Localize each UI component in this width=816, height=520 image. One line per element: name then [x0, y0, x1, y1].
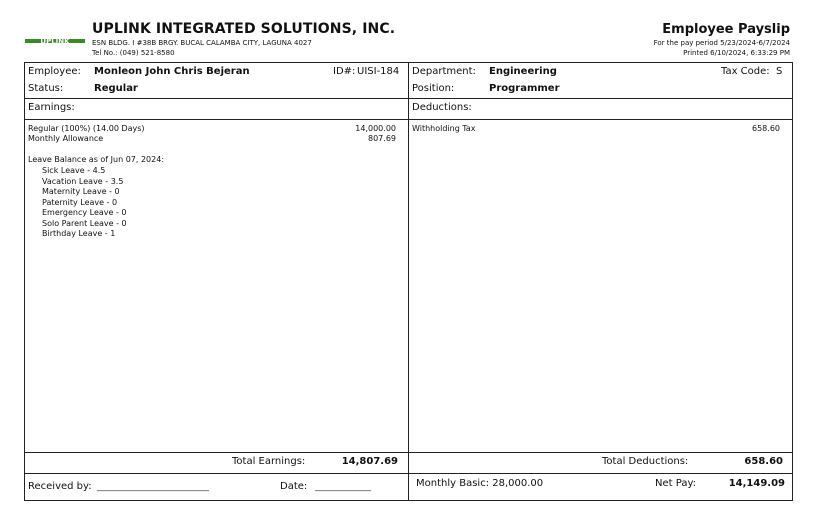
company-name: UPLINK INTEGRATED SOLUTIONS, INC.	[92, 21, 396, 37]
leave-item: Paternity Leave - 0	[42, 197, 118, 207]
tax-code-value: S	[776, 66, 783, 77]
earnings-header: Earnings:	[28, 102, 75, 113]
deduction-item-label: Withholding Tax	[412, 124, 476, 133]
department-value: Engineering	[489, 66, 557, 77]
employee-id-label: ID#:	[333, 66, 356, 77]
printed-timestamp: Printed 6/10/2024, 6:33:29 PM	[683, 49, 790, 57]
received-by-line: ____________________________	[97, 482, 209, 491]
net-pay-value: 14,149.09	[728, 478, 785, 489]
leave-item: Vacation Leave - 3.5	[42, 176, 124, 186]
total-earnings-label: Total Earnings:	[232, 456, 306, 467]
department-label: Department:	[412, 66, 476, 77]
deduction-item-amount: 658.60	[752, 124, 780, 133]
earning-item-amount: 807.69	[368, 134, 396, 143]
status-value: Regular	[94, 83, 138, 94]
date-line: ______________	[315, 482, 371, 491]
position-label: Position:	[412, 83, 455, 94]
deductions-header: Deductions:	[412, 102, 472, 113]
employee-id: UISI-184	[357, 66, 400, 77]
svg-text:UPLINK: UPLINK	[40, 37, 70, 46]
date-label: Date:	[280, 481, 308, 492]
leave-item: Emergency Leave - 0	[42, 208, 127, 217]
leave-balance-title: Leave Balance as of Jun 07, 2024:	[28, 155, 165, 164]
received-by-label: Received by:	[28, 481, 92, 492]
earning-item-label: Regular (100%) (14.00 Days)	[28, 124, 145, 133]
total-deductions-value: 658.60	[744, 456, 783, 467]
leave-item: Sick Leave - 4.5	[42, 166, 106, 175]
company-logo	[25, 36, 85, 46]
position-value: Programmer	[489, 83, 560, 94]
monthly-basic: Monthly Basic: 28,000.00	[416, 478, 544, 489]
status-label: Status:	[28, 83, 64, 94]
total-earnings-value: 14,807.69	[341, 456, 398, 467]
leave-item: Solo Parent Leave - 0	[42, 218, 127, 228]
tax-code-label: Tax Code:	[721, 66, 770, 77]
document-title: Employee Payslip	[662, 22, 790, 37]
earning-item-amount: 14,000.00	[355, 124, 396, 133]
leave-item: Maternity Leave - 0	[42, 187, 120, 196]
company-address: ESN BLDG. I #38B BRGY. BUCAL CALAMBA CITY, LAGUNA 4027	[92, 39, 312, 47]
total-deductions-label: Total Deductions:	[602, 456, 689, 467]
column-divider	[408, 62, 409, 501]
earning-item-label: Monthly Allowance	[28, 134, 104, 143]
leave-item: Birthday Leave - 1	[42, 229, 116, 238]
net-pay-label: Net Pay:	[655, 478, 697, 489]
employee-name: Monleon John Chris Bejeran	[94, 66, 250, 77]
employee-label: Employee:	[28, 66, 81, 77]
company-tel: Tel No.: (049) 521-8580	[92, 49, 175, 57]
pay-period: For the pay period 5/23/2024-6/7/2024	[653, 39, 790, 47]
